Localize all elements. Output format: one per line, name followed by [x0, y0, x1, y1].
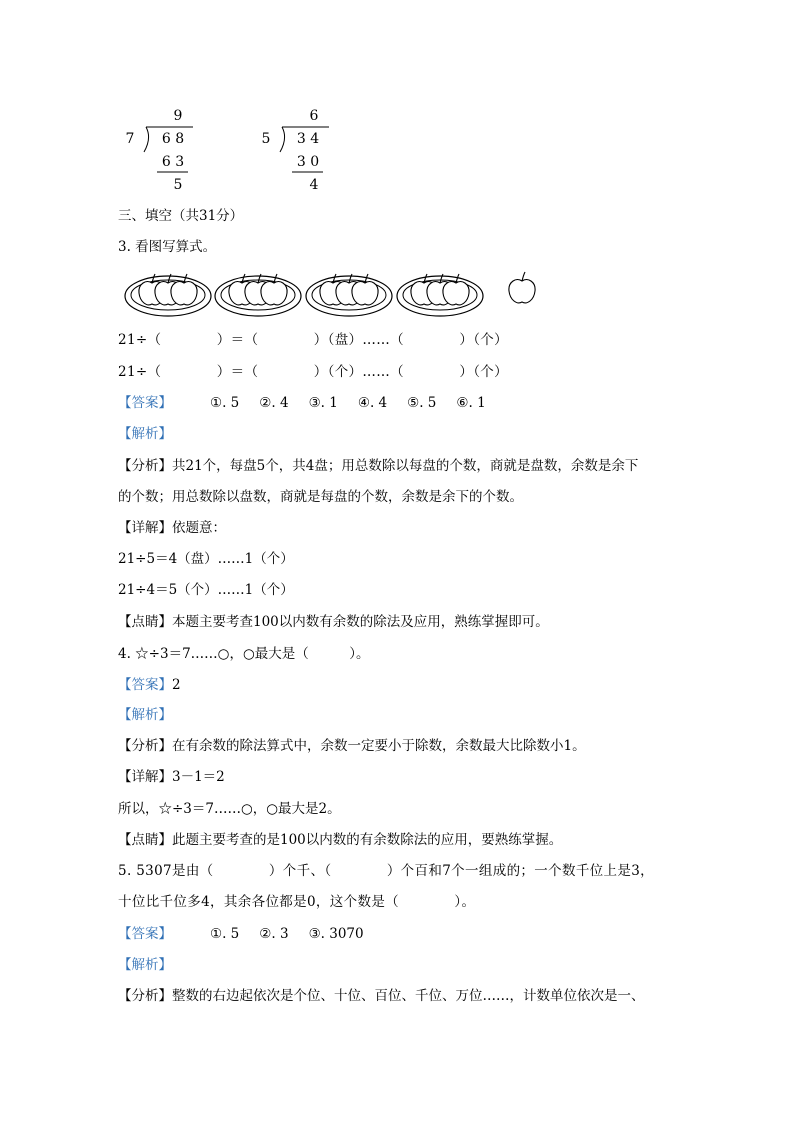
- answer-label: 【答案】: [118, 926, 172, 942]
- quotient: 9: [173, 108, 183, 124]
- product: 3 0: [296, 154, 320, 170]
- answer-2: ②. 3: [259, 926, 289, 942]
- product: 6 3: [161, 154, 185, 170]
- xiangjie-text: 3－1＝2: [172, 769, 225, 785]
- dianjing-text: 本题主要考查100以内数有余数的除法及应用，熟练掌握即可。: [172, 614, 549, 630]
- q3-xiangjie: [118, 519, 226, 537]
- answer-4: ④. 4: [357, 395, 388, 411]
- answer-label: 【答案】: [118, 395, 172, 411]
- q5-analysis-label: 【解析】: [118, 957, 172, 973]
- remainder: 5: [173, 177, 183, 193]
- fenxi-label: 【分析】: [118, 738, 172, 754]
- answer-5: ⑤. 5: [407, 395, 437, 411]
- xiangjie-label: 【详解】: [118, 520, 172, 536]
- answer-3: ③. 1: [308, 395, 338, 411]
- answer-1: ①. 5: [210, 395, 240, 411]
- q5-fenxi: [118, 987, 645, 1005]
- xiangjie-label: 【详解】: [118, 769, 172, 785]
- q4-stem: 4. ☆÷3＝7……○，○最大是（ ）。: [118, 646, 370, 662]
- q3-line-2: 21÷（ ）＝（ ）（个）……（ ）（个）: [118, 364, 508, 380]
- loose-apple: [509, 272, 535, 303]
- q5-stem-line-2: 十位比千位多4，其余各位都是0，这个数是（ ）。: [118, 894, 476, 910]
- answer-2: ②. 4: [259, 395, 289, 411]
- q4-dianjing: [118, 831, 562, 849]
- answer-6: ⑥. 1: [456, 395, 486, 411]
- fenxi-label: 【分析】: [118, 458, 172, 474]
- plates-of-apples-picture: [0, 0, 794, 340]
- fenxi-text: 整数的右边起依次是个位、十位、百位、千位、万位……，计数单位依次是一、: [172, 988, 645, 1004]
- q4-conclusion: 所以，☆÷3＝7……○，○最大是2。: [118, 801, 341, 817]
- q3-answer-row: [118, 394, 486, 412]
- answer-3: ③. 3070: [308, 926, 364, 942]
- q3-calc-2: 21÷4＝5（个）……1（个）: [118, 582, 294, 598]
- q3-fenxi-line-1: [118, 457, 638, 475]
- fenxi-label: 【分析】: [118, 988, 172, 1004]
- q3-fenxi-line-2: 的个数；用总数除以盘数，商就是每盘的个数，余数是余下的个数。: [118, 489, 523, 505]
- quotient: 6: [309, 108, 319, 124]
- plate-4: [397, 274, 483, 316]
- q4-answer-row: [118, 676, 181, 694]
- q5-stem-line-1: 5. 5307是由（ ）个千、（ ）个百和7个一组成的；一个数千位上是3，: [118, 863, 655, 879]
- q3-calc-1: 21÷5＝4（盘）……1（个）: [118, 551, 294, 567]
- plate-1: [125, 274, 211, 316]
- dividend: 3 4: [296, 131, 320, 147]
- q4-xiangjie: [118, 768, 225, 786]
- fenxi-text: 共21个，每盘5个，共4盘；用总数除以每盘的个数，商就是盘数，余数是余下: [172, 458, 639, 474]
- answer-label: 【答案】: [118, 677, 172, 693]
- plate-3: [306, 274, 392, 316]
- q4-fenxi: [118, 737, 586, 755]
- q4-analysis-label: 【解析】: [118, 707, 172, 723]
- xiangjie-text: 依题意：: [172, 520, 226, 536]
- plate-2: [215, 274, 301, 316]
- q3-line-1: 21÷（ ）＝（ ）（盘）……（ ）（个）: [118, 332, 508, 348]
- divisor: 7: [125, 131, 135, 147]
- answer-value: 2: [172, 677, 181, 693]
- dividend: 6 8: [161, 131, 185, 147]
- dianjing-text: 此题主要考查的是100以内数的有余数除法的应用，要熟练掌握。: [172, 832, 563, 848]
- dianjing-label: 【点睛】: [118, 832, 172, 848]
- fenxi-text: 在有余数的除法算式中，余数一定要小于除数，余数最大比除数小1。: [172, 738, 586, 754]
- q3-dianjing: [118, 613, 549, 631]
- q3-stem: 3. 看图写算式。: [118, 239, 217, 255]
- dianjing-label: 【点睛】: [118, 614, 172, 630]
- divisor: 5: [261, 131, 271, 147]
- q5-answer-row: [118, 925, 364, 943]
- section-title: 三、填空（共31分）: [118, 208, 244, 224]
- answer-1: ①. 5: [210, 926, 240, 942]
- remainder: 4: [309, 177, 319, 193]
- q3-analysis-label: 【解析】: [118, 426, 172, 442]
